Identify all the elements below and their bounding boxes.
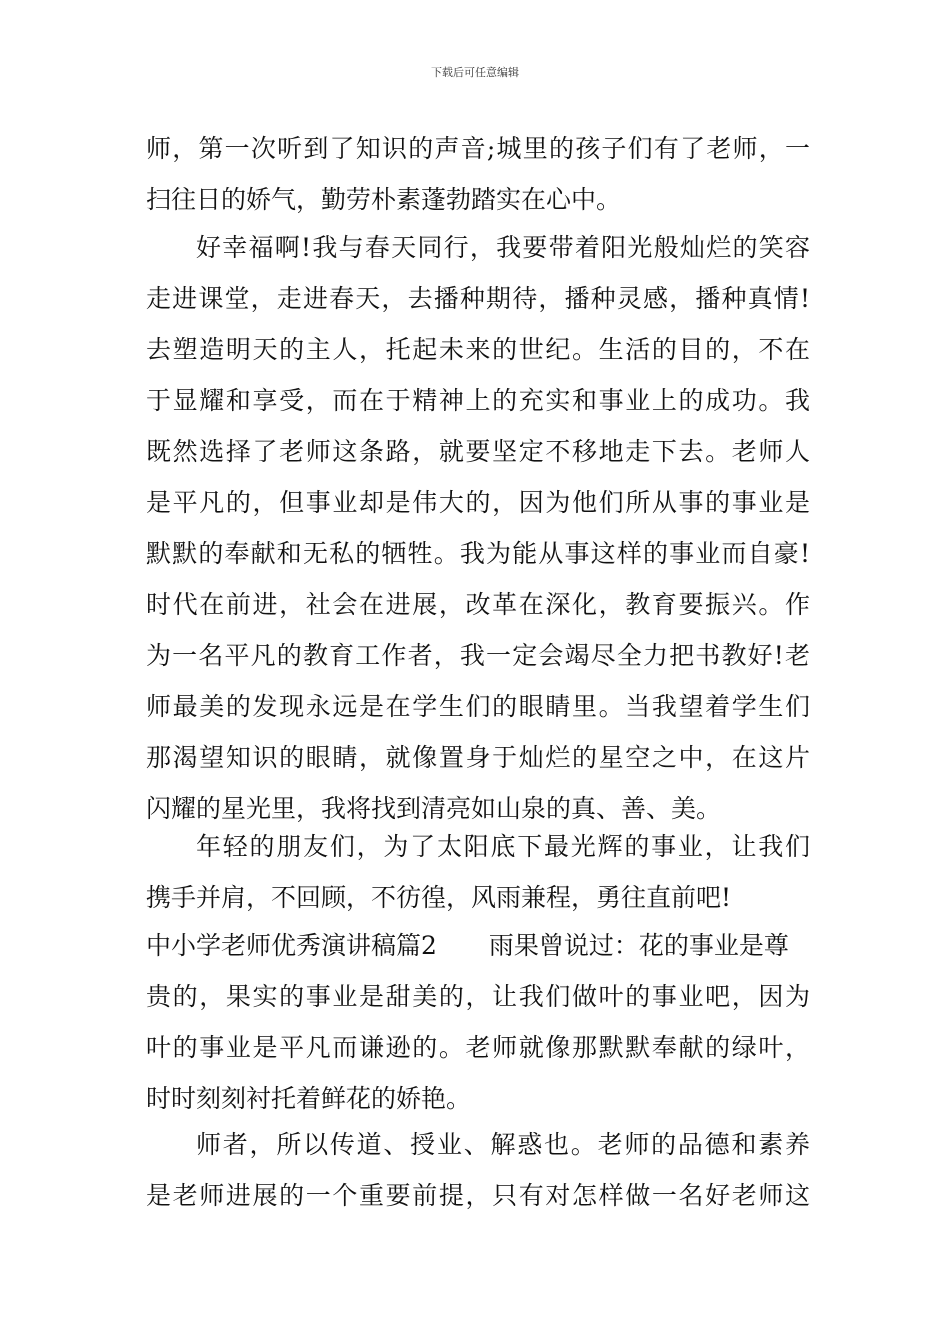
- text-line: 师者，所以传道、授业、解惑也。老师的品德和素养: [196, 1130, 810, 1159]
- text-line: [146, 920, 810, 971]
- page-header: 下载后可任意编辑: [431, 66, 519, 79]
- text-line: 默默的奉献和无私的牺牲。我为能从事这样的事业而自豪!: [146, 539, 810, 568]
- paragraph-4: [146, 920, 810, 1124]
- text-line: 闪耀的星光里，我将找到清亮如山泉的真、善、美。: [146, 794, 722, 823]
- paragraph-1: [146, 123, 810, 225]
- paragraph-3: [146, 821, 810, 923]
- text-line: 既然选择了老师这条路，就要坚定不移地走下去。老师人: [146, 437, 810, 466]
- text-line: 携手并肩，不回顾，不彷徨，风雨兼程，勇往直前吧!: [146, 883, 732, 912]
- section-title: 中小学老师优秀演讲稿篇2: [146, 931, 437, 960]
- text-line: 叶的事业是平凡而谦逊的。老师就像那默默奉献的绿叶，: [146, 1033, 810, 1062]
- text-line: 为一名平凡的教育工作者，我一定会竭尽全力把书教好!老: [146, 641, 810, 670]
- text-line: 是平凡的，但事业却是伟大的，因为他们所从事的事业是: [146, 488, 810, 517]
- text-line: 贵的，果实的事业是甜美的，让我们做叶的事业吧，因为: [146, 982, 810, 1011]
- text-line: 于显耀和享受，而在于精神上的充实和事业上的成功。我: [146, 386, 810, 415]
- paragraph-2: [146, 222, 810, 834]
- text-line: 好幸福啊!我与春天同行，我要带着阳光般灿烂的笑容: [196, 233, 810, 262]
- text-line: 是老师进展的一个重要前提，只有对怎样做一名好老师这: [146, 1181, 810, 1210]
- text-line: 扫往日的娇气，勤劳朴素蓬勃踏实在心中。: [146, 185, 622, 214]
- text-line: 时代在前进，社会在进展，改革在深化，教育要振兴。作: [146, 590, 810, 619]
- text-line: 年轻的朋友们，为了太阳底下最光辉的事业，让我们: [196, 832, 810, 861]
- text-line: 去塑造明天的主人，托起未来的世纪。生活的目的，不在: [146, 335, 810, 364]
- text-line-rest: 雨果曾说过：花的事业是尊: [488, 931, 789, 960]
- text-line: 时时刻刻衬托着鲜花的娇艳。: [146, 1084, 472, 1113]
- text-line: 师最美的发现永远是在学生们的眼睛里。当我望着学生们: [146, 692, 810, 721]
- text-line: 那渴望知识的眼睛，就像置身于灿烂的星空之中，在这片: [146, 743, 810, 772]
- text-line: 走进课堂，走进春天，去播种期待，播种灵感，播种真情!: [146, 284, 810, 313]
- text-line: 师，第一次听到了知识的声音;城里的孩子们有了老师，一: [146, 134, 810, 163]
- paragraph-5: [146, 1119, 810, 1221]
